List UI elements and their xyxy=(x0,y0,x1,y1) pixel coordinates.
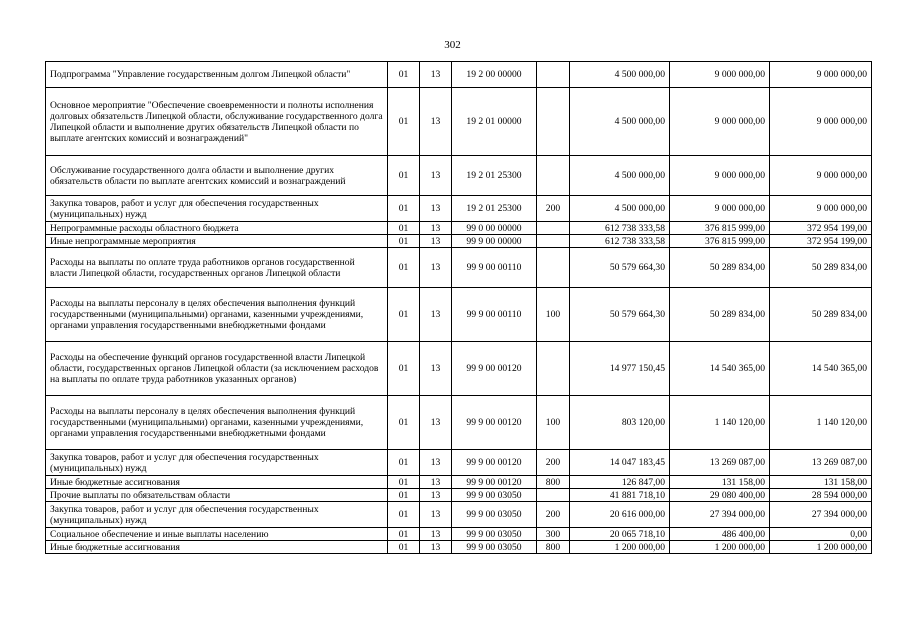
table-row xyxy=(46,88,872,156)
amount-year-3: 28 594 000,00 xyxy=(770,489,872,502)
amount-year-1: 4 500 000,00 xyxy=(570,156,670,196)
row-name: Обслуживание государственного долга области и выполнение других обязательств области по выплате агентских комиссий и вознаграждений xyxy=(46,156,388,196)
expense-type-code: 200 xyxy=(537,450,570,476)
section-code: 01 xyxy=(388,288,420,342)
row-name: Расходы на выплаты персоналу в целях обеспечения выполнения функций государственными (муниципальными) органами, казенными учреждениями, органами управления государственными внебюджетными фондами xyxy=(46,288,388,342)
row-name: Закупка товаров, работ и услуг для обеспечения государственных (муниципальных) нужд xyxy=(46,450,388,476)
expense-type-code: 200 xyxy=(537,196,570,222)
section-code: 01 xyxy=(388,489,420,502)
amount-year-3: 14 540 365,00 xyxy=(770,342,872,396)
subsection-code: 13 xyxy=(420,288,452,342)
amount-year-2: 9 000 000,00 xyxy=(670,62,770,88)
subsection-code: 13 xyxy=(420,541,452,554)
amount-year-1: 41 881 718,10 xyxy=(570,489,670,502)
section-code: 01 xyxy=(388,541,420,554)
row-name: Иные непрограммные мероприятия xyxy=(46,235,388,248)
row-name: Закупка товаров, работ и услуг для обеспечения государственных (муниципальных) нужд xyxy=(46,502,388,528)
expense-type-code: 300 xyxy=(537,528,570,541)
section-code: 01 xyxy=(388,450,420,476)
expense-type-code: 800 xyxy=(537,541,570,554)
table-row xyxy=(46,450,872,476)
amount-year-1: 1 200 000,00 xyxy=(570,541,670,554)
amount-year-3: 50 289 834,00 xyxy=(770,248,872,288)
target-article-code: 99 9 00 03050 xyxy=(452,489,537,502)
amount-year-3: 9 000 000,00 xyxy=(770,196,872,222)
section-code: 01 xyxy=(388,476,420,489)
expense-type-code: 200 xyxy=(537,502,570,528)
table-row xyxy=(46,502,872,528)
target-article-code: 19 2 01 25300 xyxy=(452,196,537,222)
section-code: 01 xyxy=(388,62,420,88)
expense-type-code xyxy=(537,235,570,248)
subsection-code: 13 xyxy=(420,196,452,222)
expense-type-code: 100 xyxy=(537,288,570,342)
table-row xyxy=(46,222,872,235)
row-name: Подпрограмма "Управление государственным долгом Липецкой области" xyxy=(46,62,388,88)
amount-year-2: 1 140 120,00 xyxy=(670,396,770,450)
subsection-code: 13 xyxy=(420,476,452,489)
target-article-code: 99 9 00 03050 xyxy=(452,502,537,528)
table-row xyxy=(46,196,872,222)
expense-type-code: 800 xyxy=(537,476,570,489)
row-name: Прочие выплаты по обязательствам области xyxy=(46,489,388,502)
table-row xyxy=(46,489,872,502)
amount-year-2: 376 815 999,00 xyxy=(670,222,770,235)
target-article-code: 99 0 00 00000 xyxy=(452,222,537,235)
amount-year-3: 131 158,00 xyxy=(770,476,872,489)
table-row xyxy=(46,541,872,554)
table-row xyxy=(46,235,872,248)
amount-year-2: 131 158,00 xyxy=(670,476,770,489)
amount-year-2: 1 200 000,00 xyxy=(670,541,770,554)
subsection-code: 13 xyxy=(420,222,452,235)
subsection-code: 13 xyxy=(420,396,452,450)
amount-year-1: 126 847,00 xyxy=(570,476,670,489)
amount-year-1: 20 616 000,00 xyxy=(570,502,670,528)
row-name: Непрограммные расходы областного бюджета xyxy=(46,222,388,235)
table-row xyxy=(46,248,872,288)
amount-year-1: 20 065 718,10 xyxy=(570,528,670,541)
amount-year-2: 27 394 000,00 xyxy=(670,502,770,528)
budget-table xyxy=(45,61,872,554)
target-article-code: 19 2 01 00000 xyxy=(452,88,537,156)
amount-year-2: 13 269 087,00 xyxy=(670,450,770,476)
amount-year-2: 50 289 834,00 xyxy=(670,288,770,342)
amount-year-3: 50 289 834,00 xyxy=(770,288,872,342)
amount-year-1: 803 120,00 xyxy=(570,396,670,450)
subsection-code: 13 xyxy=(420,156,452,196)
amount-year-3: 9 000 000,00 xyxy=(770,62,872,88)
amount-year-2: 9 000 000,00 xyxy=(670,196,770,222)
amount-year-2: 9 000 000,00 xyxy=(670,88,770,156)
subsection-code: 13 xyxy=(420,450,452,476)
amount-year-3: 372 954 199,00 xyxy=(770,222,872,235)
amount-year-1: 50 579 664,30 xyxy=(570,288,670,342)
subsection-code: 13 xyxy=(420,502,452,528)
expense-type-code xyxy=(537,156,570,196)
amount-year-3: 27 394 000,00 xyxy=(770,502,872,528)
target-article-code: 99 9 00 00000 xyxy=(452,235,537,248)
target-article-code: 19 2 00 00000 xyxy=(452,62,537,88)
subsection-code: 13 xyxy=(420,489,452,502)
amount-year-1: 612 738 333,58 xyxy=(570,235,670,248)
amount-year-1: 4 500 000,00 xyxy=(570,196,670,222)
section-code: 01 xyxy=(388,88,420,156)
amount-year-1: 612 738 333,58 xyxy=(570,222,670,235)
target-article-code: 99 9 00 00120 xyxy=(452,476,537,489)
expense-type-code xyxy=(537,489,570,502)
amount-year-3: 13 269 087,00 xyxy=(770,450,872,476)
section-code: 01 xyxy=(388,156,420,196)
expense-type-code xyxy=(537,62,570,88)
amount-year-3: 0,00 xyxy=(770,528,872,541)
amount-year-3: 372 954 199,00 xyxy=(770,235,872,248)
target-article-code: 99 9 00 00120 xyxy=(452,450,537,476)
amount-year-1: 14 047 183,45 xyxy=(570,450,670,476)
row-name: Социальное обеспечение и иные выплаты населению xyxy=(46,528,388,541)
section-code: 01 xyxy=(388,396,420,450)
section-code: 01 xyxy=(388,235,420,248)
subsection-code: 13 xyxy=(420,528,452,541)
section-code: 01 xyxy=(388,222,420,235)
section-code: 01 xyxy=(388,502,420,528)
target-article-code: 99 9 00 00120 xyxy=(452,396,537,450)
section-code: 01 xyxy=(388,196,420,222)
row-name: Иные бюджетные ассигнования xyxy=(46,541,388,554)
amount-year-3: 1 200 000,00 xyxy=(770,541,872,554)
subsection-code: 13 xyxy=(420,235,452,248)
target-article-code: 99 9 00 00110 xyxy=(452,288,537,342)
amount-year-3: 1 140 120,00 xyxy=(770,396,872,450)
row-name: Расходы на выплаты по оплате труда работников органов государственной власти Липецкой области, государственных органов Липецкой области xyxy=(46,248,388,288)
target-article-code: 99 9 00 00120 xyxy=(452,342,537,396)
budget-table-body xyxy=(46,62,872,554)
target-article-code: 99 9 00 00110 xyxy=(452,248,537,288)
expense-type-code xyxy=(537,222,570,235)
row-name: Расходы на выплаты персоналу в целях обеспечения выполнения функций государственными (муниципальными) органами, казенными учреждениями, органами управления государственными внебюджетными фондами xyxy=(46,396,388,450)
target-article-code: 99 9 00 03050 xyxy=(452,528,537,541)
amount-year-3: 9 000 000,00 xyxy=(770,156,872,196)
row-name: Расходы на обеспечение функций органов государственной власти Липецкой области, государственных органов Липецкой области (за исключением расходов на выплаты по оплате труда работников указанных органов) xyxy=(46,342,388,396)
amount-year-1: 4 500 000,00 xyxy=(570,88,670,156)
table-row xyxy=(46,156,872,196)
table-row xyxy=(46,476,872,489)
table-row xyxy=(46,528,872,541)
section-code: 01 xyxy=(388,248,420,288)
amount-year-2: 50 289 834,00 xyxy=(670,248,770,288)
amount-year-2: 9 000 000,00 xyxy=(670,156,770,196)
subsection-code: 13 xyxy=(420,342,452,396)
expense-type-code xyxy=(537,88,570,156)
amount-year-3: 9 000 000,00 xyxy=(770,88,872,156)
expense-type-code xyxy=(537,342,570,396)
amount-year-1: 50 579 664,30 xyxy=(570,248,670,288)
row-name: Закупка товаров, работ и услуг для обеспечения государственных (муниципальных) нужд xyxy=(46,196,388,222)
table-row xyxy=(46,288,872,342)
expense-type-code xyxy=(537,248,570,288)
expense-type-code: 100 xyxy=(537,396,570,450)
section-code: 01 xyxy=(388,342,420,396)
row-name: Основное мероприятие "Обеспечение своевременности и полноты исполнения долговых обязательств Липецкой области, обслуживание государственного долга Липецкой области и выполнение других обязательств Липецкой области по выплате агентских комиссий и вознаграждений" xyxy=(46,88,388,156)
amount-year-2: 29 080 400,00 xyxy=(670,489,770,502)
section-code: 01 xyxy=(388,528,420,541)
subsection-code: 13 xyxy=(420,62,452,88)
subsection-code: 13 xyxy=(420,88,452,156)
amount-year-1: 14 977 150,45 xyxy=(570,342,670,396)
row-name: Иные бюджетные ассигнования xyxy=(46,476,388,489)
amount-year-2: 486 400,00 xyxy=(670,528,770,541)
amount-year-1: 4 500 000,00 xyxy=(570,62,670,88)
amount-year-2: 376 815 999,00 xyxy=(670,235,770,248)
table-row xyxy=(46,342,872,396)
page-number: 302 xyxy=(444,39,461,51)
table-row xyxy=(46,62,872,88)
target-article-code: 19 2 01 25300 xyxy=(452,156,537,196)
subsection-code: 13 xyxy=(420,248,452,288)
target-article-code: 99 9 00 03050 xyxy=(452,541,537,554)
amount-year-2: 14 540 365,00 xyxy=(670,342,770,396)
table-row xyxy=(46,396,872,450)
